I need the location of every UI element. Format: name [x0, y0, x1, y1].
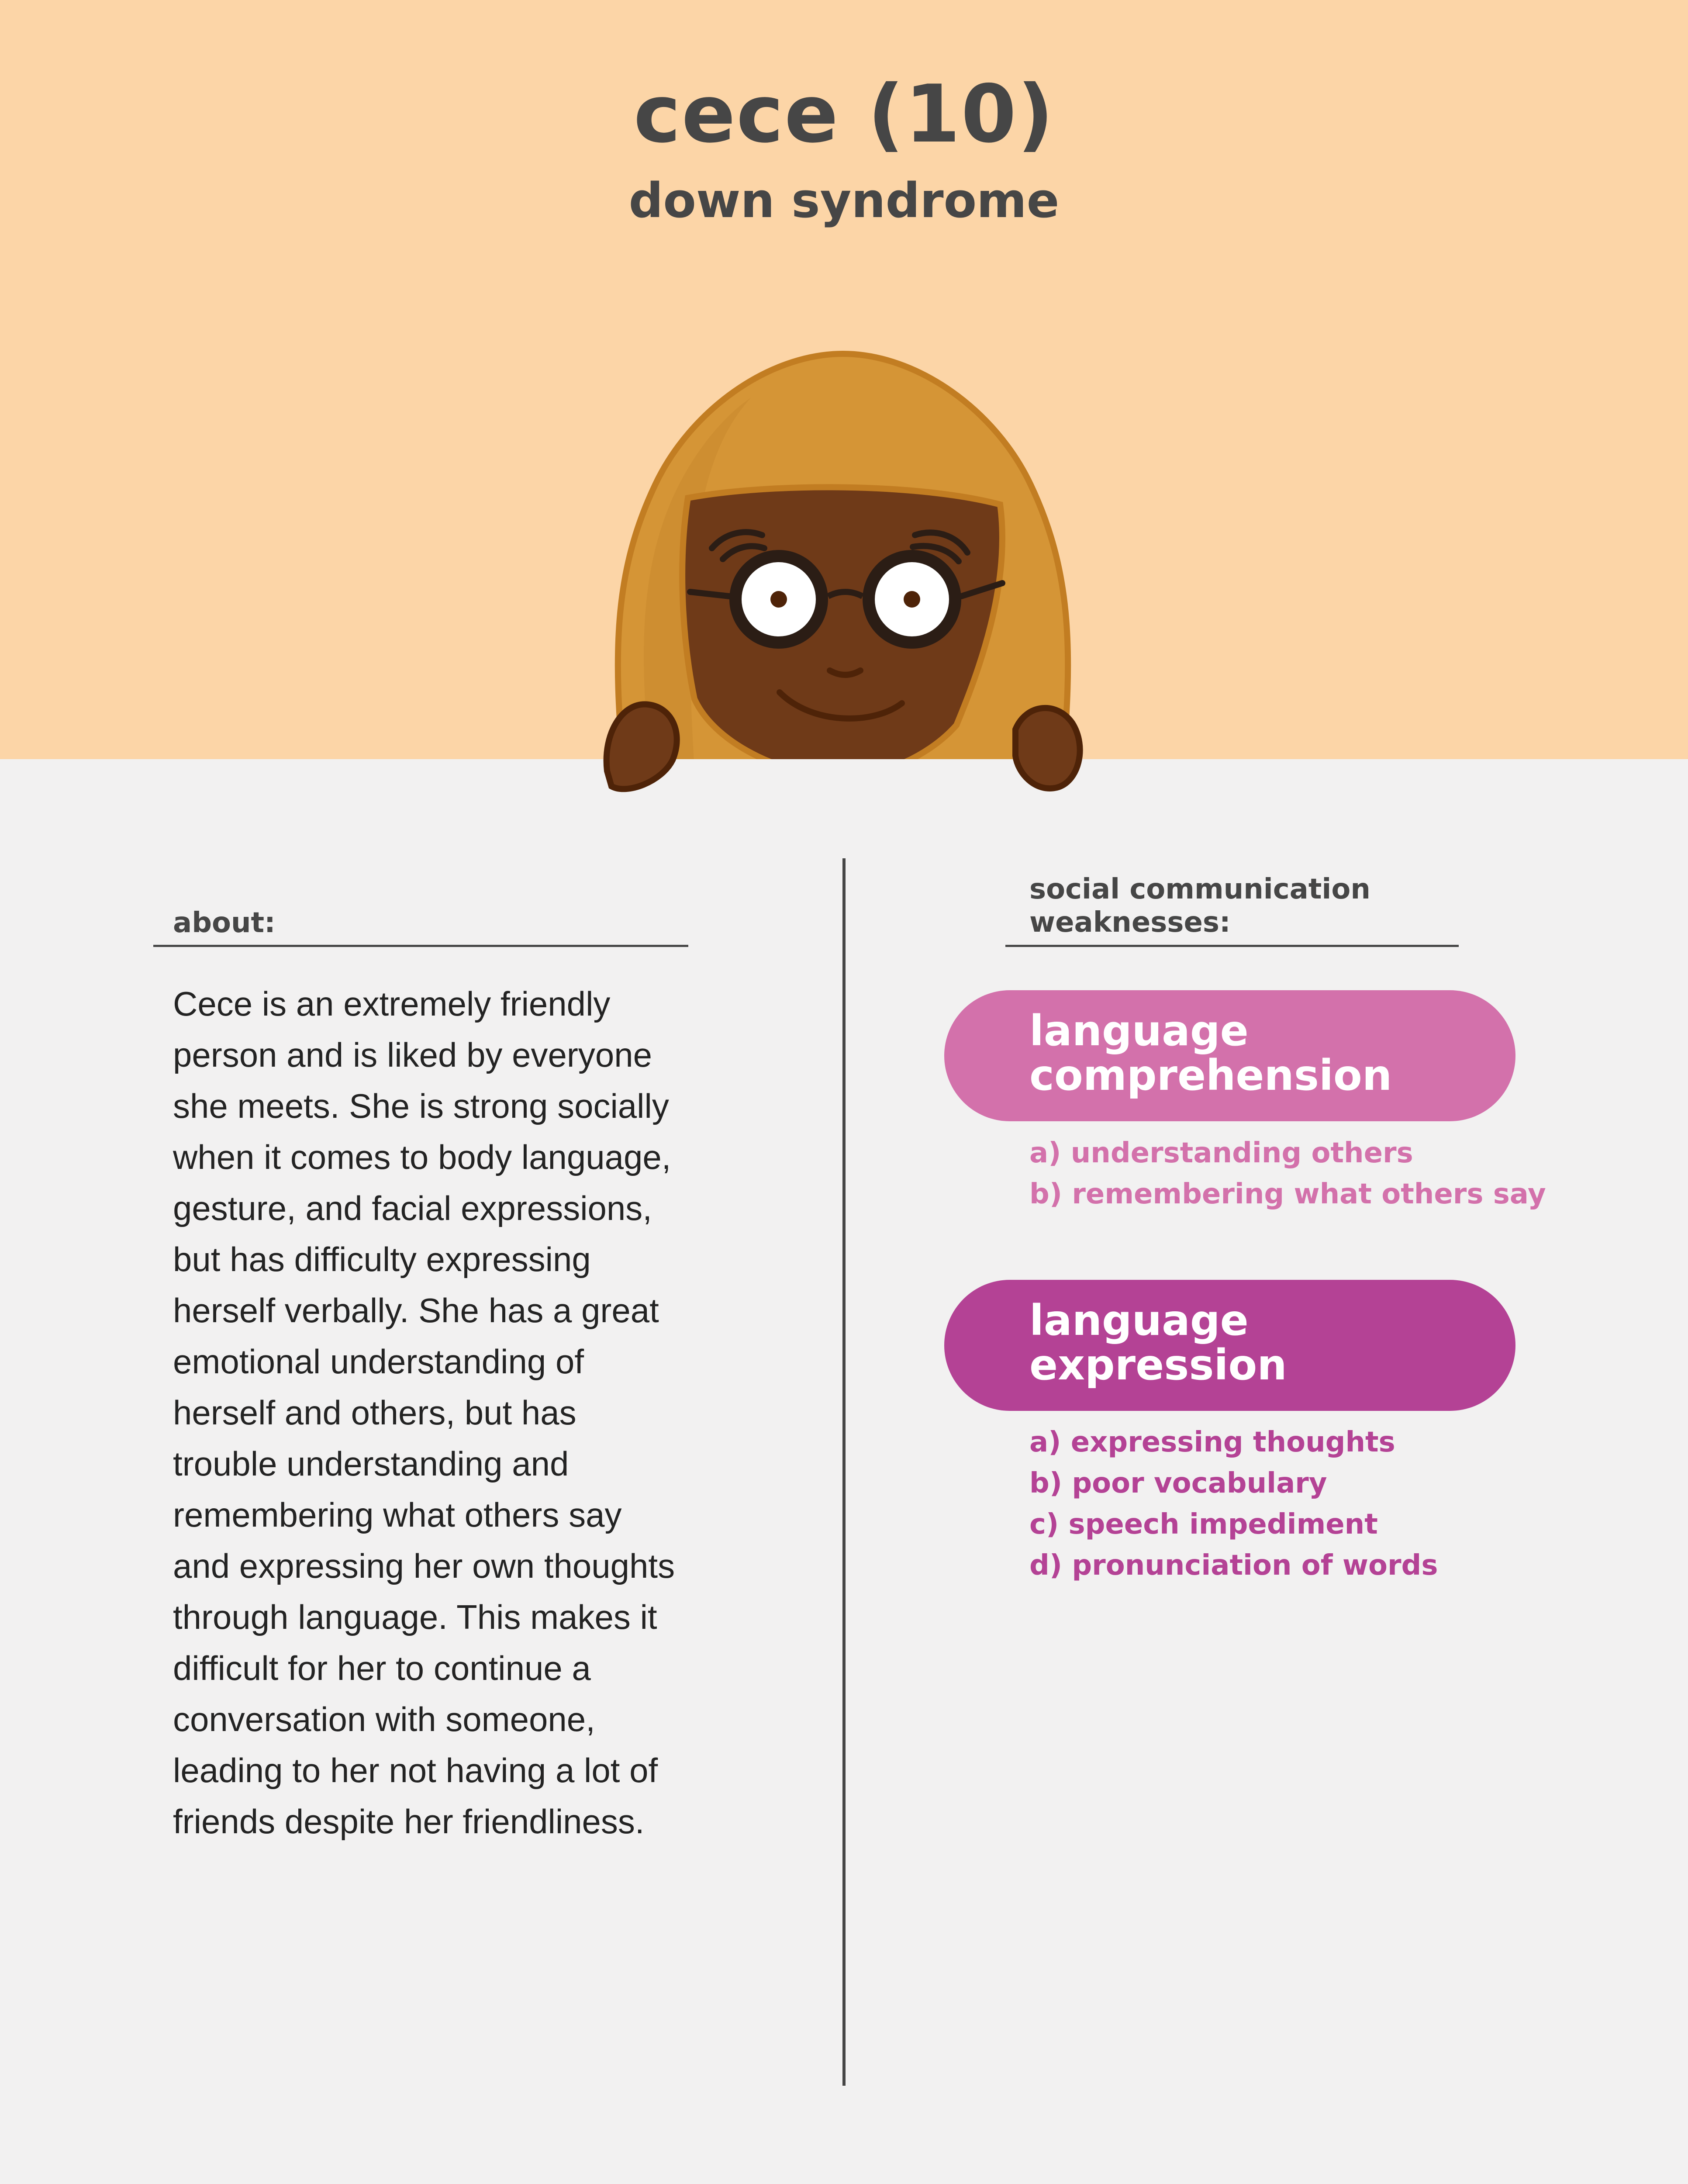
column-divider — [842, 858, 846, 2086]
about-line: friends despite her friendliness. — [173, 1802, 645, 1841]
left-hand — [607, 704, 677, 789]
category-title-line: language — [1029, 1296, 1249, 1345]
about-line: herself and others, but has — [173, 1393, 576, 1432]
expression-items — [1029, 1422, 1438, 1586]
list-item: a) expressing thoughts — [1029, 1426, 1395, 1458]
category-title-line: comprehension — [1029, 1051, 1392, 1100]
girl-with-glasses-avatar — [585, 341, 1101, 812]
comprehension-items — [1029, 1133, 1546, 1215]
page-title: cece (10) — [633, 68, 1055, 160]
glasses-left-arm — [690, 592, 729, 596]
weaknesses-label-line: social communication — [1029, 873, 1370, 905]
about-line: through language. This makes it — [173, 1598, 657, 1636]
about-line: Cece is an extremely friendly — [173, 985, 611, 1023]
about-line: difficult for her to continue a — [173, 1649, 591, 1687]
about-line: but has difficulty expressing — [173, 1240, 591, 1279]
about-line: herself verbally. She has a great — [173, 1291, 659, 1330]
right-pupil — [904, 591, 920, 608]
category-title-line: expression — [1029, 1341, 1287, 1389]
about-label: about: — [173, 907, 276, 939]
about-line: conversation with someone, — [173, 1700, 595, 1738]
about-line: she meets. She is strong socially — [173, 1087, 669, 1125]
about-line: leading to her not having a lot of — [173, 1751, 658, 1790]
category-title — [1029, 1006, 1515, 1100]
about-text — [173, 978, 719, 1847]
list-item: b) remembering what others say — [1029, 1178, 1546, 1210]
list-item: d) pronunciation of words — [1029, 1549, 1438, 1582]
page-subtitle: down syndrome — [628, 173, 1060, 228]
about-line: and expressing her own thoughts — [173, 1547, 675, 1585]
category-title-line: language — [1029, 1006, 1249, 1055]
weaknesses-label — [1029, 873, 1370, 939]
list-item: a) understanding others — [1029, 1137, 1413, 1169]
about-line: when it comes to body language, — [173, 1138, 671, 1176]
about-line: remembering what others say — [173, 1496, 622, 1534]
category-title — [1029, 1298, 1515, 1387]
about-line: gesture, and facial expressions, — [173, 1189, 652, 1227]
list-item: b) poor vocabulary — [1029, 1467, 1327, 1500]
category-pill-expression — [944, 1280, 1515, 1411]
weaknesses-underline — [1005, 945, 1459, 947]
weaknesses-label-line: weaknesses: — [1029, 906, 1231, 939]
right-hand — [1015, 708, 1080, 788]
about-line: emotional understanding of — [173, 1342, 584, 1381]
category-pill-comprehension — [944, 990, 1515, 1121]
about-underline — [153, 945, 688, 947]
about-line: trouble understanding and — [173, 1444, 569, 1483]
about-line: person and is liked by everyone — [173, 1036, 652, 1074]
left-pupil — [770, 591, 787, 608]
list-item: c) speech impediment — [1029, 1508, 1378, 1541]
